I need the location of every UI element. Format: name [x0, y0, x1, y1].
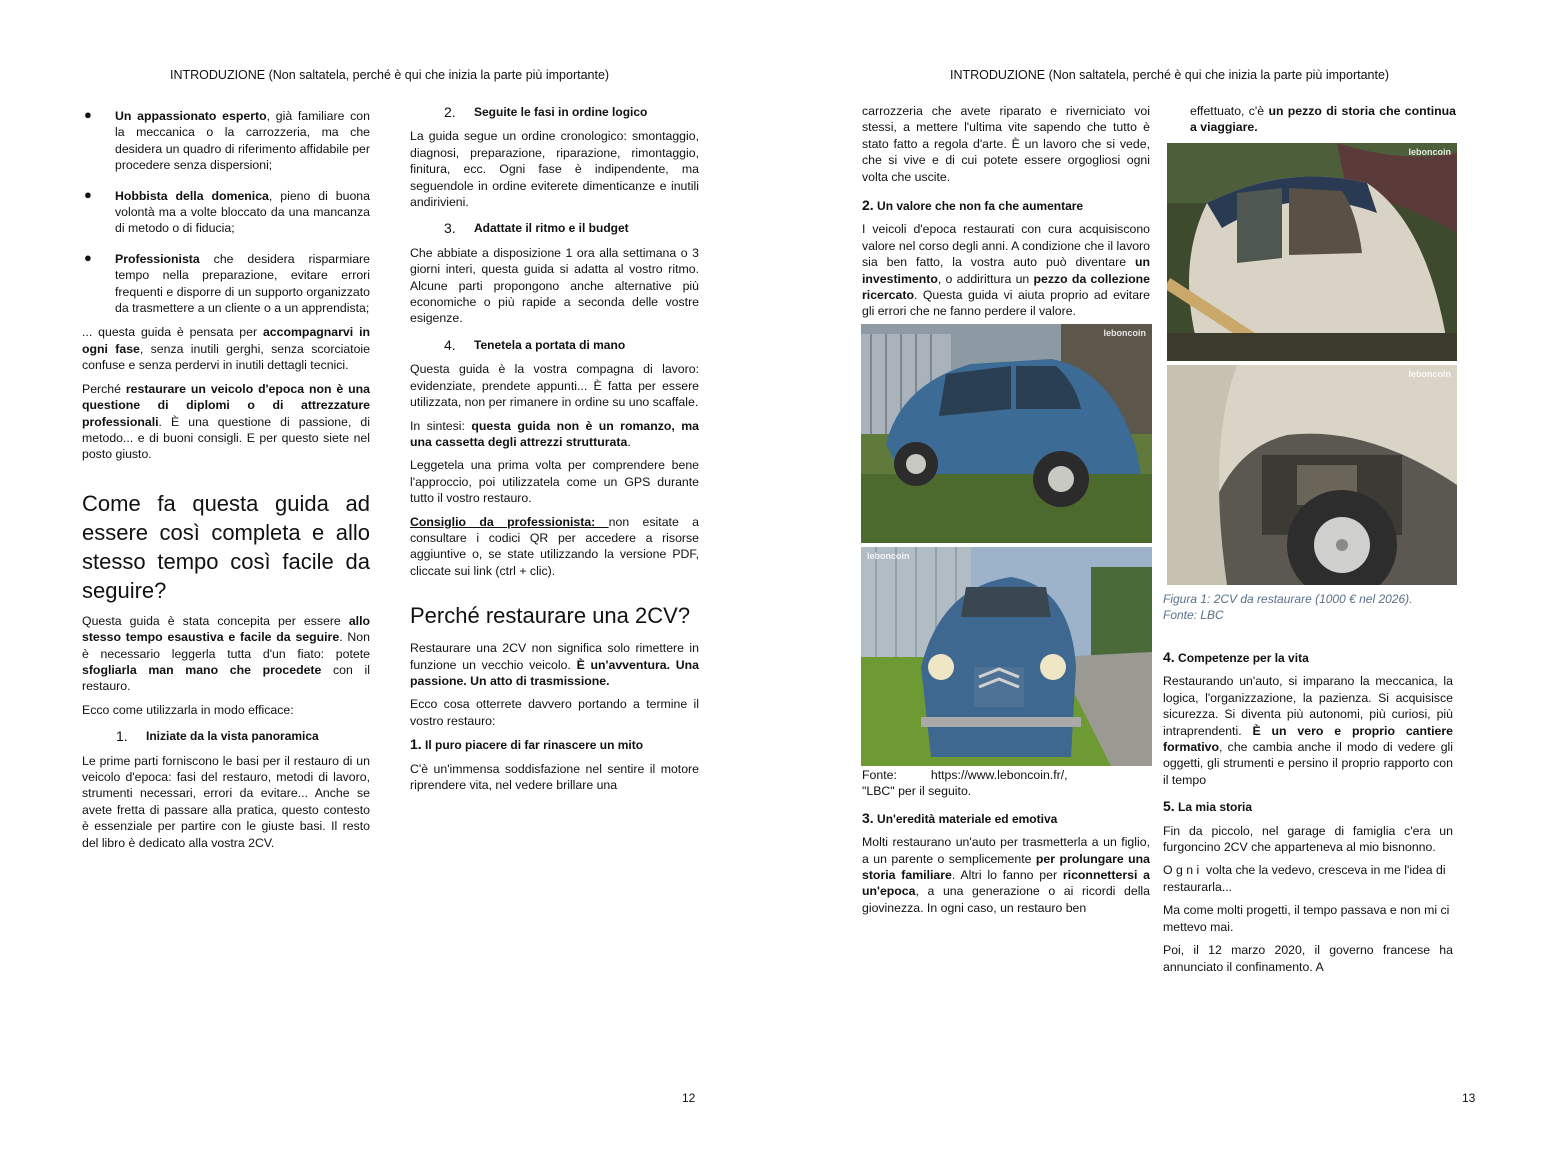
watermark: leboncoin	[867, 551, 910, 561]
paragraph: Questa guida è stata concepita per essere allo stesso tempo esaustiva e facile da seguire. Non è necessario leggerla tutta d'un fiato: potete sfogliarla man mano che procedete con il restauro.	[82, 613, 370, 694]
photo-blue-2cv-side	[861, 324, 1152, 543]
paragraph: Perché restaurare un veicolo d'epoca non è una questione di diplomi o di attrezzature professionali. È una questione di passione, di metodo... e di buoni consigli. E per questo siete nel posto giusto.	[82, 381, 370, 462]
bullet-icon: ●	[84, 107, 92, 122]
bullet-icon: ●	[84, 249, 92, 265]
photo-source-note: "LBC" per il seguito.	[862, 784, 972, 799]
bullet-icon: ●	[84, 186, 92, 202]
paragraph: effettuato, c'è un pezzo di storia che continua a viaggiare.	[1190, 104, 1457, 135]
photo-2cv-engine	[1167, 365, 1457, 585]
subheading: 5. La mia storia	[1163, 798, 1253, 815]
paragraph: Le prime parti forniscono le basi per il restauro di un veicolo d'epoca: fasi del restauro, metodi di lavoro, strumenti necessari, errori da evitare... Anche se avete fretta di passare alla pratica, questo contesto è essenziale per partire con le giuste basi. Il resto del libro è dedicato alla vostra 2CV.	[82, 753, 370, 850]
paragraph: Leggetela una prima volta per comprendere bene l'approccio, poi utilizzatela come un GPS durante tutto il vostro restauro.	[410, 458, 699, 506]
column-4-top	[1190, 103, 1456, 143]
subheading: 3. Un'eredità materiale ed emotiva	[862, 809, 1058, 826]
subheading: 4. Competenze per la vita	[1163, 649, 1309, 665]
paragraph: Molti restaurano un'auto per trasmetterla a un figlio, a un parente o semplicemente per prolungare una storia familiare. Altri lo fanno per riconnettersi a un'epoca, a una generazione o ai ricordi della giovinezza. In ogni caso, un restauro ben	[862, 835, 1151, 915]
paragraph: C'è un'immensa soddisfazione nel sentire il motore riprendere vita, nel vedere brillare una	[410, 761, 699, 792]
column-2	[410, 104, 699, 800]
photo-source: Fonte: https://www.leboncoin.fr/,	[862, 768, 1068, 782]
watermark: leboncoin	[1408, 369, 1451, 379]
section-heading: Come fa questa guida ad essere così completa e allo stesso tempo così facile da seguire?	[82, 490, 370, 603]
paragraph: Restaurare una 2CV non significa solo rimettere in funzione un vecchio veicolo. È un'avventura. Una passione. Un atto di trasmissione.	[410, 641, 699, 688]
watermark: leboncoin	[1103, 328, 1146, 338]
photo-white-2cv	[1167, 143, 1457, 361]
numbered-step: 4. Tenetela a portata di mano	[444, 336, 626, 353]
subheading: 1. Il puro piacere di far rinascere un mito	[410, 736, 644, 753]
paragraph: I veicoli d'epoca restaurati con cura acquisiscono valore nel corso degli anni. A condizione che il lavoro sia ben fatto, la vostra auto può diventare un investimento, o addirittura un pezzo da collezione ricercato. Questa guida vi aiuta proprio ad evitare gli errori che ne fanno perdere il valore.	[862, 222, 1150, 319]
column-3	[862, 103, 1150, 327]
paragraph: La guida segue un ordine cronologico: smontaggio, diagnosi, preparazione, riparazione, rimontaggio, finitura, ecc. Ogni fase è indipendente, ma seguendole in ordine eviterete dimenticanze e inutili andirivieni.	[410, 129, 699, 210]
paragraph: Ecco come utilizzarla in modo efficace:	[82, 702, 294, 717]
pro-tip: Consiglio da professionista: non esitate a consultare i codici QR per accedere a risorse aggiuntive o, se state utilizzando la versione PDF, cliccate sui link (ctrl + clic).	[410, 514, 700, 578]
photo-blue-2cv-front	[861, 547, 1152, 766]
paragraph: Restaurando un'auto, si imparano la meccanica, la logica, l'organizzazione, la pazienza. Si acquisisce sicurezza. Si diventa più autonomi, più curiosi, più intraprendenti. È un vero e proprio cantiere formativo, che cambia anche il modo di vedere gli oggetti, gli strumenti e persino il proprio rapporto con il tempo	[1163, 674, 1453, 787]
running-header-left: INTRODUZIONE (Non saltatela, perché è qui che inizia la parte più importante)	[170, 68, 610, 82]
paragraph: Poi, il 12 marzo 2020, il governo francese ha annunciato il confinamento. A	[1163, 943, 1453, 974]
running-header-right: INTRODUZIONE (Non saltatela, perché è qui che inizia la parte più importante)	[950, 68, 1390, 82]
paragraph: In sintesi: questa guida non è un romanzo, ma una cassetta degli attrezzi strutturata.	[410, 418, 699, 449]
paragraph: O g n i volta che la vedevo, cresceva in me l'idea di restaurarla...	[1163, 863, 1450, 894]
section-heading: Perché restaurare una 2CV?	[410, 603, 691, 629]
page-number-left: 12	[682, 1091, 696, 1105]
column-4-lower	[1163, 643, 1453, 982]
source-link[interactable]: https://www.leboncoin.fr/	[930, 768, 1065, 782]
list-item: ● Hobbista della domenica, pieno di buona volontà ma a volte bloccato da una mancanza di metodo o di fiducia;	[84, 186, 370, 236]
numbered-step: 2. Seguite le fasi in ordine logico	[444, 104, 648, 120]
list-item: ● Professionista che desidera risparmiare tempo nella preparazione, evitare errori frequenti e disporre di un supporto organizzato da trasmettere a un cliente o a un apprendista;	[84, 249, 370, 316]
column-3-lower	[862, 767, 1150, 923]
paragraph: ... questa guida è pensata per accompagnarvi in ogni fase, senza inutili gerghi, senza scorciatoie confuse e senza perdervi in inutili dettagli tecnici.	[82, 325, 371, 373]
paragraph: Che abbiate a disposizione 1 ora alla settimana o 3 giorni interi, questa guida si adatta al vostro ritmo. Alcune parti propongono anche alternative più economiche o più rapide a seconda delle vostre esigenze.	[410, 245, 699, 326]
subheading: 2. Un valore che non fa che aumentare	[862, 197, 1084, 214]
numbered-step: 3. Adattate il ritmo e il budget	[444, 220, 629, 237]
paragraph: Ecco cosa otterrete davvero portando a termine il vostro restauro:	[410, 697, 699, 728]
figure-caption: Figura 1: 2CV da restaurare (1000 € nel 2026). Fonte: LBC	[1163, 592, 1413, 622]
column-1	[82, 108, 370, 858]
numbered-step: 1. Iniziate da la vista panoramica	[116, 728, 319, 745]
paragraph: Ma come molti progetti, il tempo passava e non mi ci mettevo mai.	[1163, 903, 1450, 934]
paragraph: Fin da piccolo, nel garage di famiglia c'era un furgoncino 2CV che apparteneva al mio bisnonno.	[1163, 823, 1453, 855]
paragraph: Questa guida è la vostra compagna di lavoro: evidenziate, prendete appunti... È fatta per essere utilizzata, non per rimanere in ordine su uno scaffale.	[410, 362, 699, 410]
page-number-right: 13	[1462, 1091, 1476, 1105]
paragraph: carrozzeria che avete riparato e riverniciato voi stessi, a mettere l'ultima vite sapendo che tutto è stato fatto a regola d'arte. È un lavoro che si vede, che si vive e di cui potete essere orgogliosi ogni volta che uscite.	[862, 104, 1150, 184]
list-item: ● Un appassionato esperto, già familiare con la meccanica o la carrozzeria, ma che desidera un quadro di riferimento affidabile per procedere senza dispersioni;	[84, 107, 370, 173]
watermark: leboncoin	[1408, 147, 1451, 157]
